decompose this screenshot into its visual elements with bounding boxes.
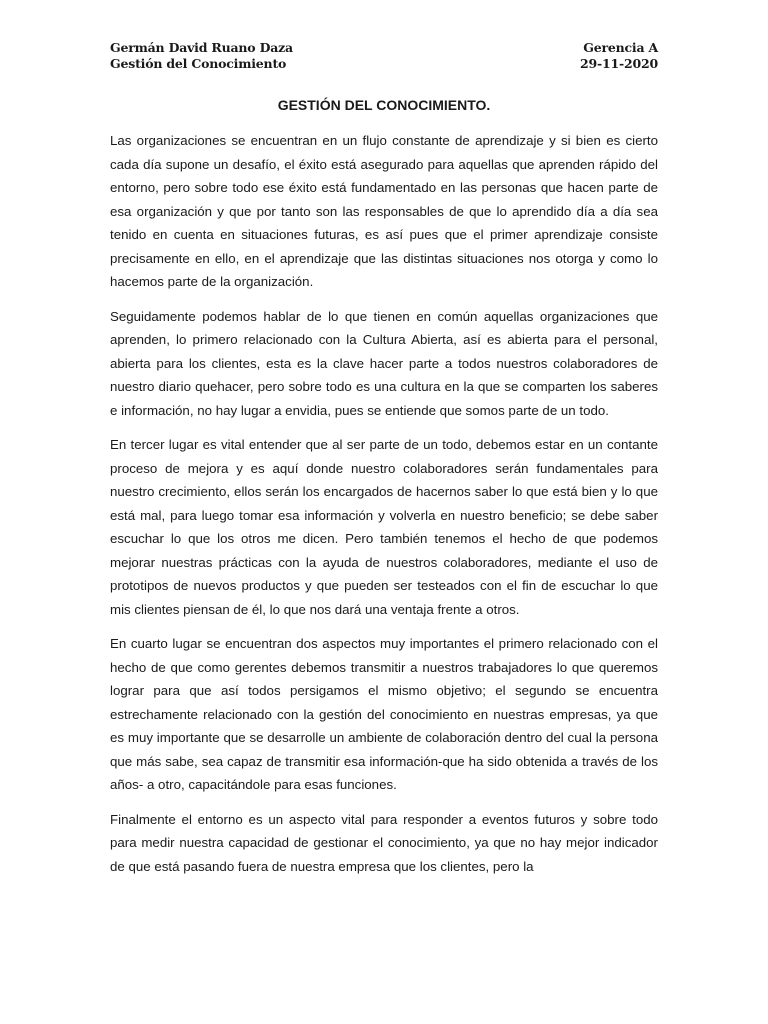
document-page bbox=[110, 40, 658, 889]
paragraph-5: Finalmente el entorno es un aspecto vital para responder a eventos futuros y sobre todo para medir nuestra capacidad de gestionar el conocimiento, ya que no hay mejor indicador de que está pasando fuera de nuestra empresa que los clientes, pero la bbox=[110, 811, 658, 874]
header-left bbox=[110, 40, 293, 72]
document-body bbox=[110, 129, 658, 878]
group-name: Gerencia A bbox=[583, 40, 658, 55]
document-date: 29-11-2020 bbox=[580, 56, 658, 71]
paragraph-2: Seguidamente podemos hablar de lo que tienen en común aquellas organizaciones que aprenden, lo primero relacionado con la Cultura Abierta, así es abierta para el personal, abierta para los clientes, esta es la clave hacer parte a todos nuestros colaboradores de nuestro diario quehacer, pero sobre todo es una cultura en la que se comparten los saberes e información, no hay lugar a envidia, pues se entiende que somos parte de un todo. bbox=[110, 308, 658, 418]
author-name: Germán David Ruano Daza bbox=[110, 40, 293, 55]
paragraph-3: En tercer lugar es vital entender que al ser parte de un todo, debemos estar en un contante proceso de mejora y es aquí donde nuestro colaboradores serán fundamentales para nuestro crecimiento, ellos serán los encargados de hacernos saber lo que está bien y lo que está mal, para luego tomar esa información y volverla en nuestro beneficio; se debe saber escuchar lo que los otros me dicen. Pero también tenemos el hecho de que podemos mejorar nuestras prácticas con la ayuda de nuestros colaboradores, mediante el uso de prototipos de nuevos productos y que pueden ser testeados con el fin de escuchar lo que mis clientes piensan de él, lo que nos dará una ventaja frente a otros. bbox=[110, 437, 658, 617]
paragraph-1: Las organizaciones se encuentran en un flujo constante de aprendizaje y si bien es cierto cada día supone un desafío, el éxito está asegurado para aquellas que aprenden rápido del entorno, pero sobre todo ese éxito está fundamentado en las personas que hacen parte de esa organización y que por tanto son las responsables de que lo aprendido día a día sea tenido en cuenta en situaciones futuras, es así pues que el primer aprendizaje consiste precisamente en ello, en el aprendizaje que las distintas situaciones nos otorga y como lo hacemos parte de la organización. bbox=[110, 133, 658, 289]
document-title: GESTIÓN DEL CONOCIMIENTO. bbox=[277, 97, 491, 113]
paragraph-4: En cuarto lugar se encuentran dos aspectos muy importantes el primero relacionado con el hecho de que como gerentes debemos transmitir a nuestros trabajadores lo que queremos lograr para que así todos persigamos el mismo objetivo; el segundo se encuentra estrechamente relacionado con la gestión del conocimiento en nuestras empresas, ya que es muy importante que se desarrolle un ambiente de colaboración dentro del cual la persona que más sabe, sea capaz de transmitir esa información-que ha sido obtenida a través de los años- a otro, capacitándole para esas funciones. bbox=[110, 636, 658, 792]
document-header bbox=[110, 40, 658, 72]
course-name: Gestión del Conocimiento bbox=[110, 56, 287, 71]
header-right bbox=[580, 40, 658, 72]
